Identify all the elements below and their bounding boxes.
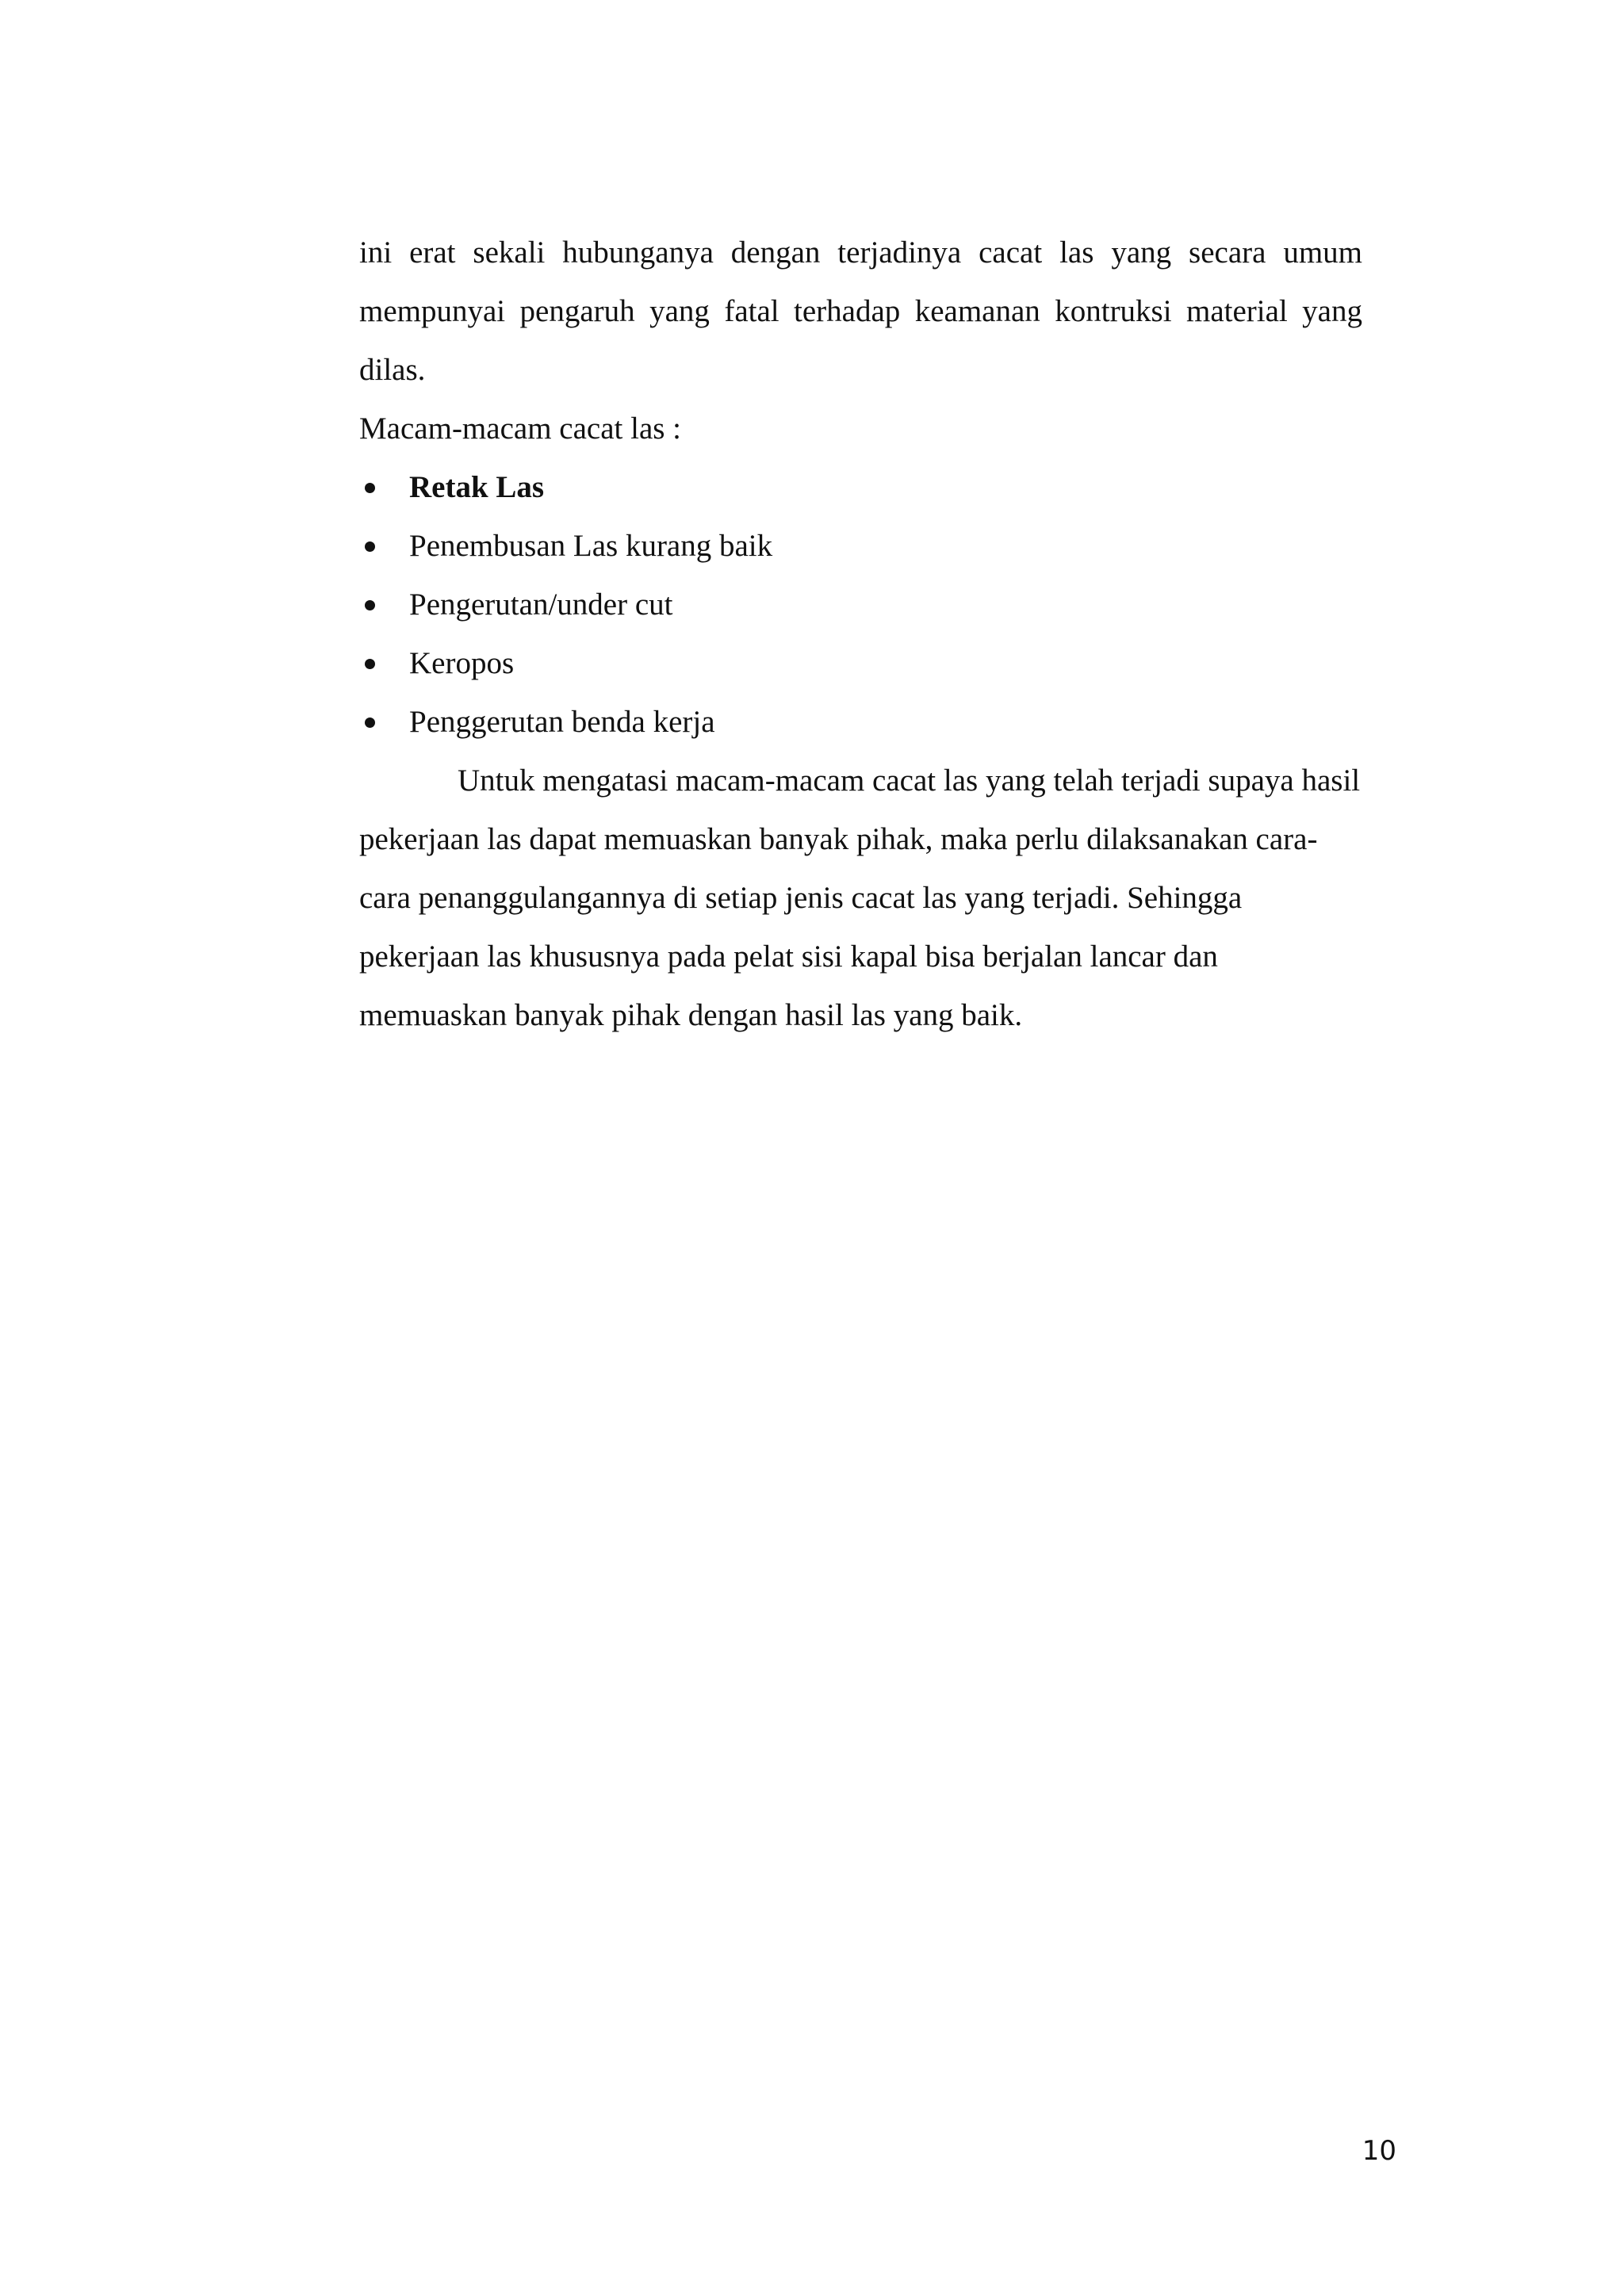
list-item: [359, 517, 1362, 576]
bullet-icon: [365, 659, 375, 669]
list-item: [359, 576, 1362, 634]
defect-list: [359, 458, 1362, 752]
list-item-label: Retak Las: [409, 470, 545, 504]
bullet-icon: [365, 541, 375, 552]
list-item-label: Penggerutan benda kerja: [409, 705, 715, 739]
defect-list-heading: Macam-macam cacat las :: [359, 411, 682, 446]
intro-paragraph: ini erat sekali hubunganya dengan terjadinya cacat las yang secara umum mempunyai pengaruh yang fatal terhadap keamanan kontruksi material yang dilas.: [359, 235, 1362, 387]
page-content: [359, 224, 1362, 1045]
solution-paragraph: Untuk mengatasi macam-macam cacat las yang telah terjadi supaya hasil pekerjaan las dapat memuaskan banyak pihak, maka perlu dilaksanakan cara-cara penanggulangannya di setiap jenis cacat las yang terjadi. Sehingga pekerjaan las khususnya pada pelat sisi kapal bisa berjalan lancar dan memuaskan banyak pihak dengan hasil las yang baik.: [359, 763, 1361, 1032]
list-item-label: Pengerutan/under cut: [409, 587, 673, 622]
list-item-label: Keropos: [409, 646, 515, 680]
list-item: [359, 634, 1362, 693]
page-number: 10: [1362, 2135, 1396, 2167]
list-item: [359, 693, 1362, 752]
list-item: [359, 458, 1362, 517]
bullet-icon: [365, 600, 375, 610]
bullet-icon: [365, 718, 375, 728]
list-item-label: Penembusan Las kurang baik: [409, 529, 773, 563]
bullet-icon: [365, 483, 375, 493]
